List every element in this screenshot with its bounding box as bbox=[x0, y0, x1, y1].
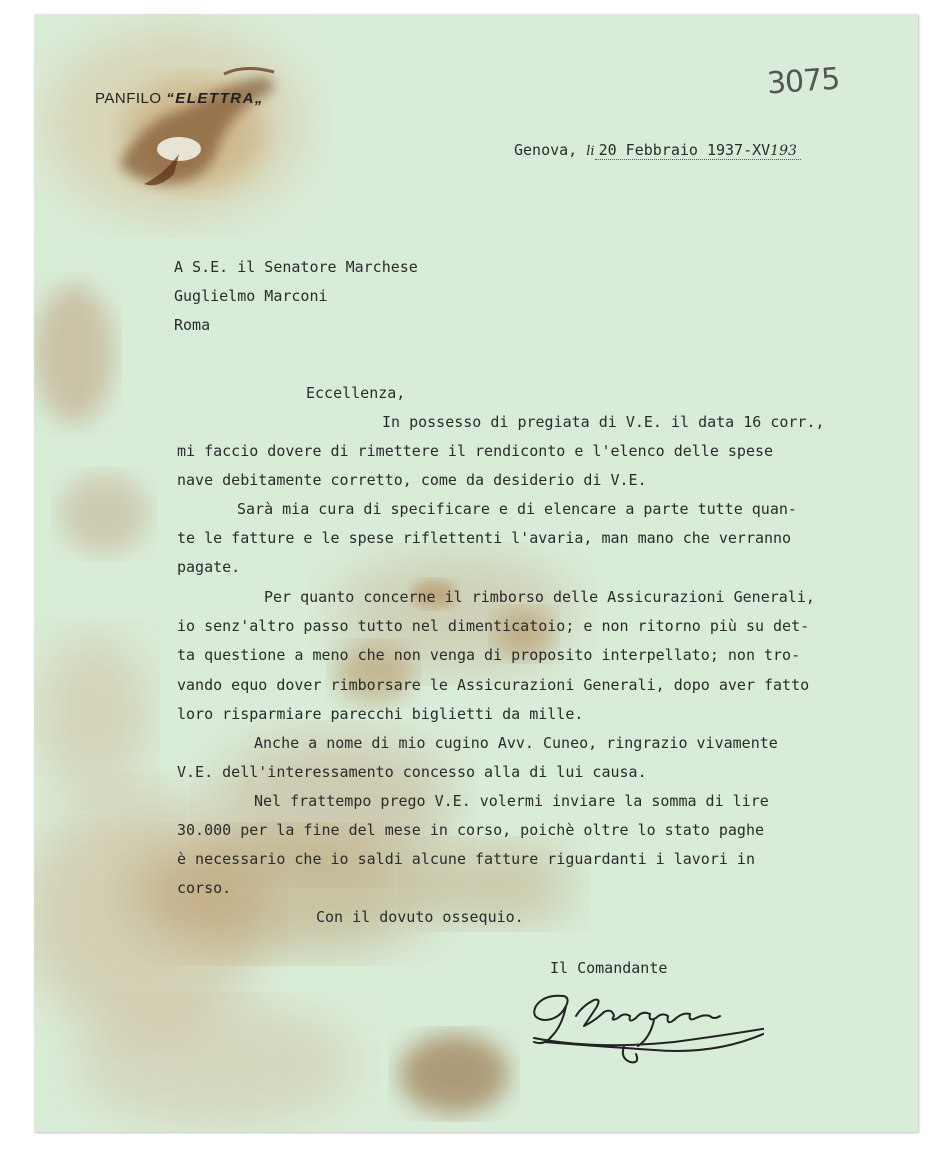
paper-stains bbox=[34, 14, 918, 1132]
body-line: corso. bbox=[177, 879, 232, 897]
body-line: Nel frattempo prego V.E. volermi inviare la somma di lire bbox=[254, 792, 769, 810]
date-value: 20 Febbraio 1937-XV bbox=[598, 141, 771, 159]
date-li: li bbox=[586, 144, 595, 159]
date-year-prefix: 193 bbox=[770, 143, 797, 159]
body-line: In possesso di pregiata di V.E. il data 16 corr., bbox=[382, 413, 825, 431]
salutation: Eccellenza, bbox=[306, 384, 406, 402]
date-place: Genova, bbox=[514, 141, 578, 159]
body-line: Sarà mia cura di specificare e di elencare a parte tutte quan- bbox=[237, 500, 797, 518]
archive-number: 3075 bbox=[765, 61, 841, 102]
closing: Con il dovuto ossequio. bbox=[316, 908, 524, 926]
date-line bbox=[514, 141, 801, 161]
addressee-line: A S.E. il Senatore Marchese bbox=[174, 258, 418, 276]
body-line: nave debitamente corretto, come da desiderio di V.E. bbox=[177, 471, 647, 489]
body-line: io senz'altro passo tutto nel dimenticatoio; e non ritorno più su det- bbox=[177, 617, 810, 635]
body-line: è necessario che io saldi alcune fatture riguardanti i lavori in bbox=[177, 850, 755, 868]
signatory-title: Il Comandante bbox=[550, 959, 668, 977]
body-line: pagate. bbox=[177, 558, 241, 576]
body-line: mi faccio dovere di rimettere il rendiconto e l'elenco delle spese bbox=[177, 442, 774, 460]
body-line: 30.000 per la fine del mese in corso, poichè oltre lo stato paghe bbox=[177, 821, 764, 839]
letterhead-ship-name: “ELETTRA„ bbox=[166, 90, 264, 107]
body-line: Anche a nome di mio cugino Avv. Cuneo, ringrazio vivamente bbox=[254, 734, 778, 752]
letter-sheet bbox=[34, 14, 918, 1132]
body-line: Per quanto concerne il rimborso delle Assicurazioni Generali, bbox=[264, 588, 815, 606]
body-line: vando equo dover rimborsare le Assicurazioni Generali, dopo aver fatto bbox=[177, 676, 810, 694]
body-line: te le fatture e le spese riflettenti l'avaria, man mano che verranno bbox=[177, 529, 792, 547]
letterhead-prefix: PANFILO bbox=[95, 90, 162, 107]
body-line: loro risparmiare parecchi biglietti da mille. bbox=[177, 705, 584, 723]
body-line: ta questione a meno che non venga di proposito interpellato; non tro- bbox=[177, 646, 801, 664]
addressee-line: Guglielmo Marconi bbox=[174, 287, 328, 305]
letterhead bbox=[95, 90, 264, 107]
handwritten-signature bbox=[504, 976, 764, 1071]
addressee-line: Roma bbox=[174, 316, 211, 334]
body-line: V.E. dell'interessamento concesso alla di lui causa. bbox=[177, 763, 647, 781]
